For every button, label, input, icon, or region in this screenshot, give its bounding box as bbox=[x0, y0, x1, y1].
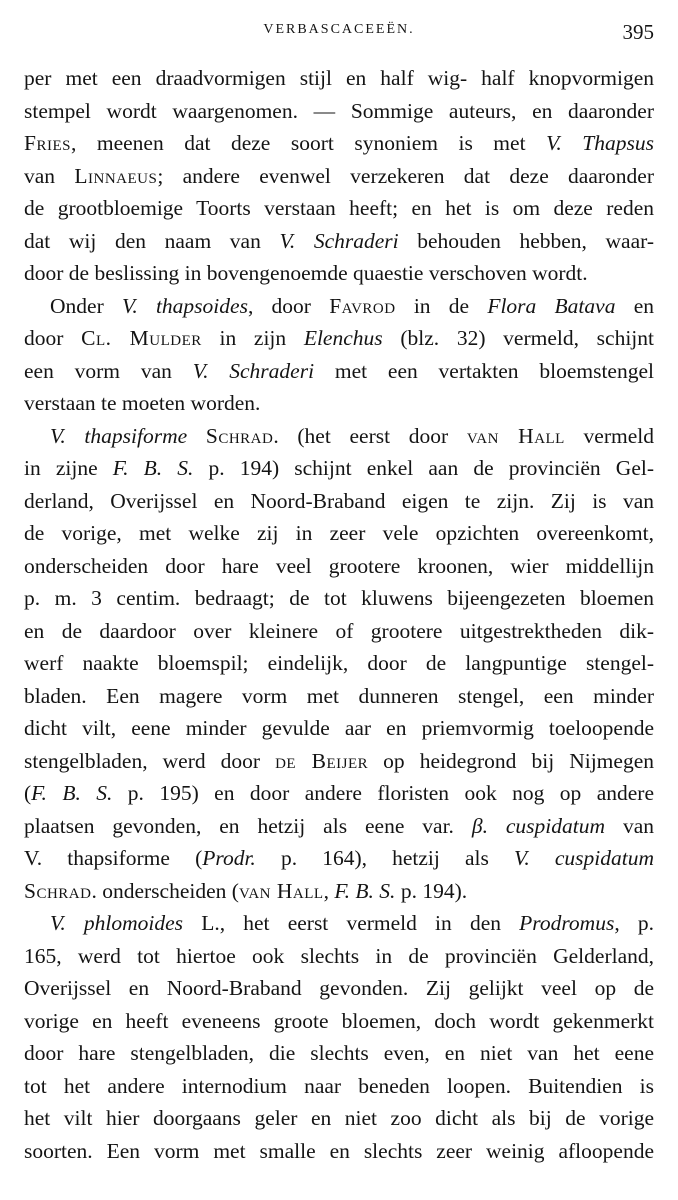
text-run: , meenen dat deze soort synoniem is met bbox=[70, 131, 547, 155]
text-line bbox=[24, 972, 654, 1005]
text-run: Onder bbox=[50, 293, 122, 318]
text-line bbox=[24, 875, 654, 908]
italic-text: Prodromus bbox=[519, 911, 615, 935]
small-caps-name: Favrod bbox=[329, 293, 396, 318]
text-run: p. 194). bbox=[395, 878, 468, 903]
text-run: door bbox=[24, 326, 82, 350]
text-line bbox=[24, 712, 654, 745]
italic-text: V. cuspidatum bbox=[514, 846, 654, 870]
text-line bbox=[24, 257, 654, 290]
italic-text: V. Schraderi bbox=[192, 358, 315, 383]
text-run: (blz. 32) vermeld, schijnt bbox=[382, 326, 654, 350]
text-line bbox=[24, 842, 654, 875]
text-line bbox=[24, 1005, 654, 1038]
text-run: per met een draadvormigen stijl en half wig- half knopvormigen bbox=[24, 66, 654, 90]
text-line bbox=[24, 810, 654, 843]
italic-text: β. cuspidatum bbox=[471, 813, 606, 838]
small-caps-name: Fries bbox=[24, 131, 71, 155]
text-run: van bbox=[605, 813, 655, 838]
text-run: ( bbox=[24, 781, 32, 805]
italic-text: F. B. S. bbox=[112, 456, 194, 480]
text-run: in de bbox=[395, 293, 488, 318]
italic-text: V. thapsiforme bbox=[50, 423, 188, 448]
text-line bbox=[24, 647, 654, 680]
text-line bbox=[24, 615, 654, 648]
text-line bbox=[24, 517, 654, 550]
text-run: door hare stengelbladen, die slechts even, en niet van het eene bbox=[24, 1041, 654, 1065]
text-run: de grootbloemige Toorts verstaan heeft; en het is om deze reden bbox=[24, 196, 654, 220]
small-caps-name: Cl. Mulder bbox=[81, 326, 202, 350]
text-run: . (het eerst door bbox=[273, 423, 467, 448]
text-line bbox=[24, 95, 654, 128]
text-run: vermeld bbox=[564, 423, 654, 448]
text-line bbox=[24, 192, 654, 225]
text-run: het vilt hier doorgaans geler en niet zoo dicht als bij de vorige bbox=[24, 1106, 654, 1130]
text-run: derland, Overijssel en Noord-Braband eigen te zijn. Zij is van bbox=[24, 488, 654, 513]
text-line bbox=[24, 420, 654, 453]
text-run: p. m. 3 centim. bedraagt; de tot kluwens bijeengezeten bloemen bbox=[24, 586, 654, 610]
text-line bbox=[24, 355, 654, 388]
small-caps-name: van Hall bbox=[466, 423, 565, 448]
text-line bbox=[24, 777, 654, 810]
text-run: de vorige, met welke zij in zeer vele opzichten overeenkomt, bbox=[24, 521, 654, 545]
text-run: soorten. Een vorm met smalle en slechts zeer weinig afloopende bbox=[24, 1138, 654, 1163]
italic-text: V. phlomoides bbox=[50, 911, 184, 935]
text-run: een vorm van bbox=[24, 358, 193, 383]
text-line bbox=[24, 1135, 654, 1168]
text-run: L., het eerst vermeld in den bbox=[183, 911, 520, 935]
text-run: van bbox=[24, 163, 75, 188]
text-run: p. 194) schijnt enkel aan de provinciën Gel- bbox=[193, 456, 654, 480]
small-caps-name: Schrad bbox=[24, 878, 92, 903]
text-line bbox=[24, 1102, 654, 1135]
italic-text: Prodr. bbox=[202, 846, 256, 870]
text-run: en bbox=[615, 293, 654, 318]
text-run: p. 164), hetzij als bbox=[255, 846, 514, 870]
text-run: en de daardoor over kleinere of grootere uitgestrektheden dik- bbox=[24, 618, 654, 643]
text-line bbox=[24, 290, 654, 323]
text-run: V. thapsiforme ( bbox=[24, 846, 203, 870]
text-run: vorige en heeft eveneens groote bloemen, doch wordt gekenmerkt bbox=[24, 1008, 654, 1033]
small-caps-name: Schrad bbox=[205, 423, 274, 448]
text-run: stengelbladen, werd door bbox=[24, 748, 276, 773]
text-run: , p. bbox=[614, 911, 654, 935]
page-number: 395 bbox=[622, 20, 654, 44]
text-line bbox=[24, 452, 654, 485]
text-run: onderscheiden door hare veel grootere kroonen, wier middellijn bbox=[24, 553, 654, 578]
text-run: op heidegrond bij Nijmegen bbox=[368, 748, 654, 773]
text-line bbox=[24, 387, 654, 420]
text-line bbox=[24, 550, 654, 583]
text-line bbox=[24, 582, 654, 615]
running-head bbox=[24, 20, 654, 46]
text-run: Overijssel en Noord-Braband gevonden. Zij gelijkt veel op de bbox=[24, 976, 654, 1000]
text-run: werf naakte bloemspil; eindelijk, door de langpuntige stengel- bbox=[24, 651, 654, 675]
italic-text: Flora Batava bbox=[487, 293, 616, 318]
text-line bbox=[24, 907, 654, 940]
italic-text: F. B. S. bbox=[334, 878, 396, 903]
running-title: VERBASCACEEËN. bbox=[263, 22, 415, 37]
text-run: , door bbox=[247, 293, 330, 318]
text-line bbox=[24, 940, 654, 973]
text-line bbox=[24, 485, 654, 518]
italic-text: Elenchus bbox=[303, 326, 383, 350]
body-text bbox=[24, 62, 654, 1167]
text-run: dat wij den naam van bbox=[24, 228, 280, 253]
text-run: in zijn bbox=[201, 326, 304, 350]
text-run: p. 195) en door andere floristen ook nog op andere bbox=[112, 781, 654, 805]
italic-text: V. Schraderi bbox=[279, 228, 399, 253]
text-run: bladen. Een magere vorm met dunneren stengel, een minder bbox=[24, 683, 654, 708]
text-line bbox=[24, 680, 654, 713]
text-line bbox=[24, 160, 654, 193]
text-run bbox=[187, 424, 206, 448]
text-run: dicht vilt, eene minder gevulde aar en priemvormig toeloopende bbox=[24, 716, 654, 740]
text-line bbox=[24, 745, 654, 778]
text-line bbox=[24, 127, 654, 160]
text-run: verstaan te moeten worden. bbox=[24, 391, 261, 415]
text-run: ; andere evenwel verzekeren dat deze daaronder bbox=[157, 163, 655, 188]
italic-text: V. Thapsus bbox=[546, 131, 654, 155]
text-run: stempel wordt waargenomen. — Sommige auteurs, en daaronder bbox=[24, 98, 654, 123]
small-caps-name: van Hall bbox=[238, 878, 324, 903]
text-line bbox=[24, 225, 654, 258]
text-line bbox=[24, 1070, 654, 1103]
text-run: in zijne bbox=[24, 456, 113, 480]
text-run: . onderscheiden ( bbox=[91, 878, 239, 903]
text-line bbox=[24, 322, 654, 355]
text-line bbox=[24, 1037, 654, 1070]
text-run: 165, werd tot hiertoe ook slechts in de provinciën Gelderland, bbox=[24, 943, 654, 968]
small-caps-name: Linnaeus bbox=[74, 163, 158, 188]
italic-text: F. B. S. bbox=[31, 781, 113, 805]
text-run: plaatsen gevonden, en hetzij als eene var. bbox=[24, 813, 472, 838]
small-caps-name: de Beijer bbox=[275, 748, 369, 773]
text-run: behouden hebben, waar- bbox=[398, 228, 655, 253]
text-run: , bbox=[323, 878, 335, 903]
text-run: met een vertakten bloemstengel bbox=[314, 358, 654, 383]
text-run: tot het andere internodium naar beneden loopen. Buitendien is bbox=[24, 1073, 654, 1098]
text-line bbox=[24, 62, 654, 95]
italic-text: V. thapsoides bbox=[121, 293, 248, 318]
text-run: door de beslissing in bovengenoemde quaestie verschoven wordt. bbox=[24, 261, 588, 285]
